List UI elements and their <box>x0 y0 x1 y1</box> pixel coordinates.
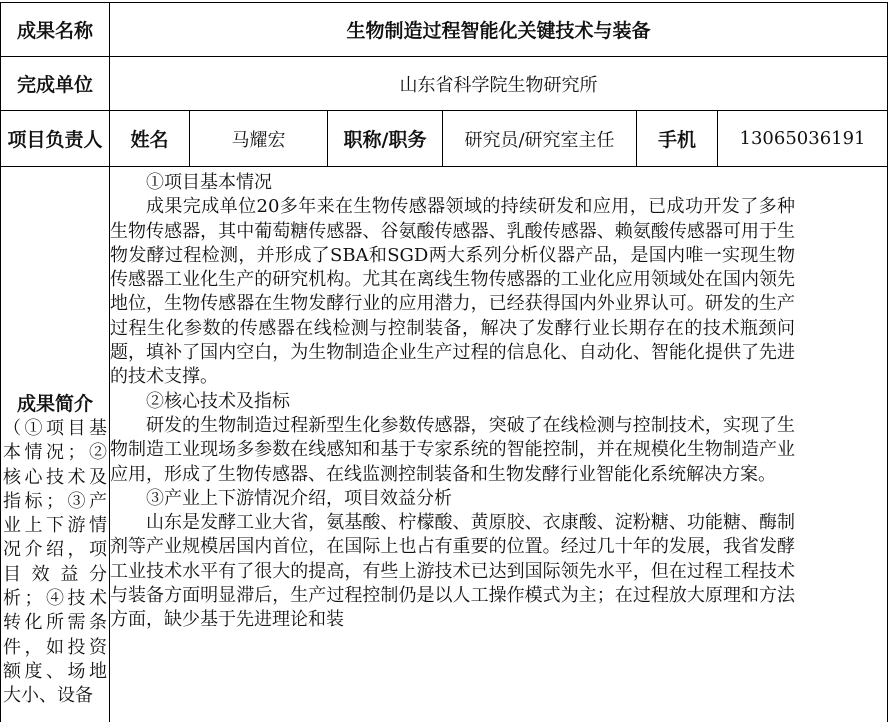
leader-name-label: 姓名 <box>110 111 190 167</box>
achievement-name-value: 生物制造过程智能化关键技术与装备 <box>110 3 888 57</box>
summary-label-cell <box>1 167 110 722</box>
row-completing-unit <box>1 57 888 111</box>
summary-label: 成果简介 <box>16 393 93 415</box>
achievement-form-table <box>0 2 888 722</box>
leader-phone-value: 13065036191 <box>718 111 888 167</box>
completing-unit-value: 山东省科学院生物研究所 <box>110 57 888 111</box>
row-summary <box>1 167 888 722</box>
section-paragraph-industry: 山东是发酵工业大省，氨基酸、柠檬酸、黄原胶、衣康酸、淀粉糖、功能糖、酶制剂等产业规模居国内首位，在国际上也占有重要的位置。经过几十年的发展，我省发酵工业技术水平有了很大的提高，有些上游技术已达到国际领先水平，但在过程工程技术与装备方面明显滞后，生产过程控制仍是以人工操作模式为主；在过程放大原理和方法方面，缺少基于先进理论和装 <box>110 512 796 631</box>
completing-unit-label: 完成单位 <box>1 57 110 111</box>
project-leader-label: 项目负责人 <box>1 111 110 167</box>
leader-name-value: 马耀宏 <box>190 111 328 167</box>
section-paragraph-basic-info: 成果完成单位20多年来在生物传感器领域的持续研发和应用，已成功开发了多种生物传感器，其中葡萄糖传感器、谷氨酸传感器、乳酸传感器、赖氨酸传感器可用于生物发酵过程检测，并形成了SBA和SGD两大系列分析仪器产品，是国内唯一实现生物传感器工业化生产的研究机构。尤其在离线生物传感器的工业化应用领域处在国内领先地位，生物传感器在生物发酵行业的应用潜力，已经获得国内外业界认可。研发的生产过程生化参数的传感器在线检测与控制装备，解决了发酵行业长期存在的技术瓶颈问题，填补了国内空白，为生物制造企业生产过程的信息化、自动化、智能化提供了先进的技术支撑。 <box>110 196 796 388</box>
row-project-leader <box>1 111 888 167</box>
row-achievement-name <box>1 3 888 57</box>
achievement-name-label: 成果名称 <box>1 3 110 57</box>
section-paragraph-core-tech: 研发的生物制造过程新型生化参数传感器，突破了在线检测与控制技术，实现了生物制造工业现场多参数在线感知和基于专家系统的智能控制，并在规模化生物制造产业应用，形成了生物传感器、在线监测控制装备和生物发酵行业智能化系统解决方案。 <box>110 414 796 485</box>
leader-title-value: 研究员/研究室主任 <box>443 111 637 167</box>
section-heading-basic-info: ①项目基本情况 <box>146 172 272 193</box>
section-heading-core-tech: ②核心技术及指标 <box>146 390 290 412</box>
summary-content-cell <box>110 167 888 722</box>
leader-title-label: 职称/职务 <box>328 111 443 167</box>
leader-phone-label: 手机 <box>637 111 718 167</box>
summary-instructions: （①项目基本情况；②核心技术及指标；③产业上下游情况介绍，项目效益分析；④技术转化所需条件，如投资额度、场地大小、设备 <box>3 418 107 707</box>
section-heading-industry: ③产业上下游情况介绍，项目效益分析 <box>146 487 452 509</box>
